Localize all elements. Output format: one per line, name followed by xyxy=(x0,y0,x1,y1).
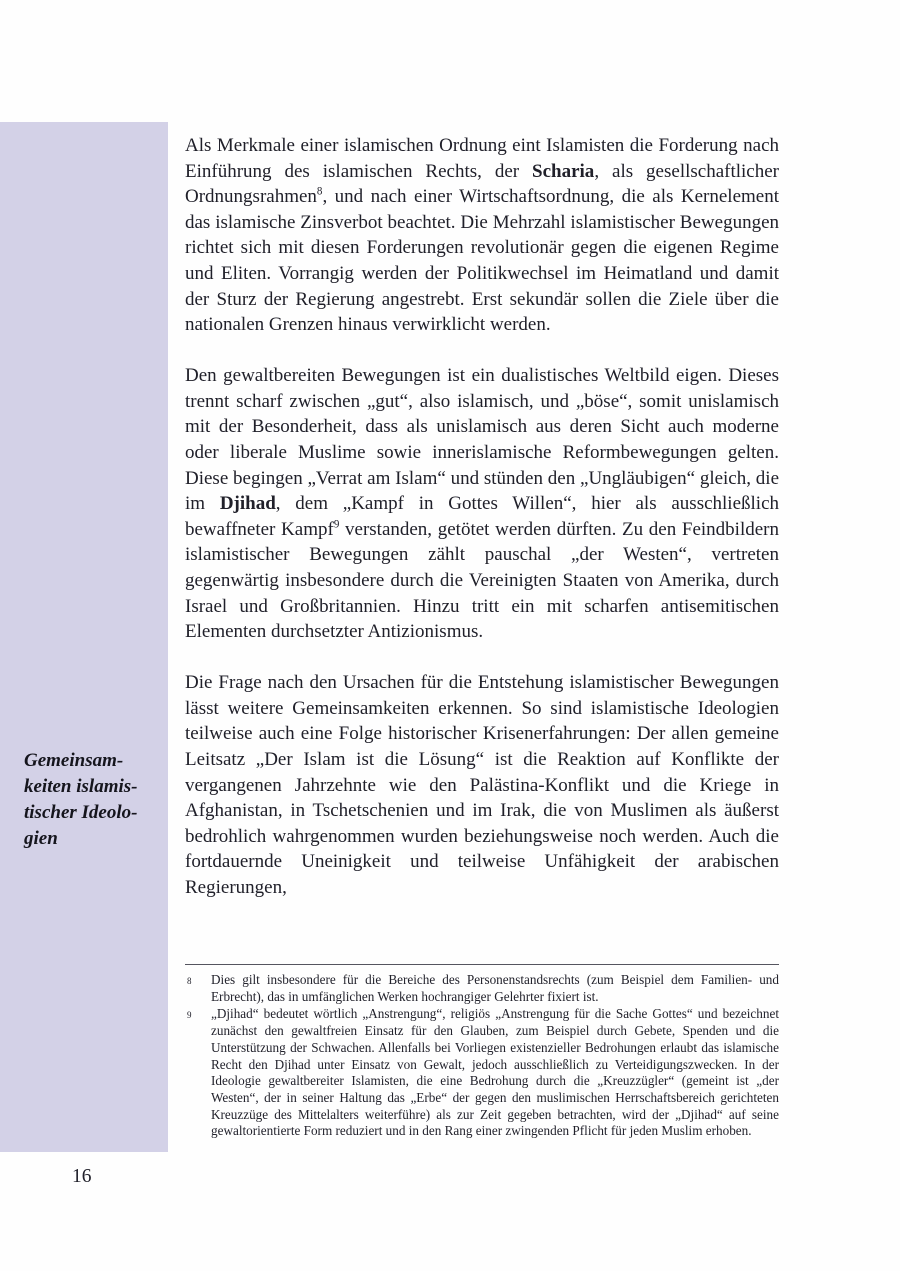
footnote-8 xyxy=(185,972,779,1005)
margin-column-band xyxy=(0,122,168,1152)
body-text-column xyxy=(185,133,779,926)
paragraph-2: Den gewaltbereiten Bewegungen ist ein dualistisches Weltbild eigen. Dieses trennt scharf zwischen „gut“, also islamisch, und „böse“, somit unislamisch mit der Besonderheit, dass als unislamisch aus deren Sicht auch moderne oder liberale Muslime sowie innerislamische Reformbewegungen gelten. Diese begingen „Verrat am Islam“ und stünden den „Ungläubigen“ gleich, die im Djihad, dem „Kampf in Gottes Willen“, hier als ausschließlich bewaffneter Kampf$^9$ verstanden, getötet werden dürften. Zu den Feindbildern islamistischer Bewegungen zählt pauschal „der Westen“, vertreten gegenwärtig insbesondere durch die Vereinigten Staaten von Amerika, durch Israel und Großbritannien. Hinzu tritt ein mit scharfen antisemitischen Elementen durchsetzter Antizionismus. xyxy=(185,365,779,643)
margin-note: Gemeinsam- keiten islamis- tischer Ideolo- gien xyxy=(24,750,138,849)
page-number: 16 xyxy=(72,1166,92,1187)
footnote-section xyxy=(185,964,779,1141)
footnote-text: „Djihad“ bedeutet wörtlich „Anstrengung“, religiös „Anstrengung für die Sache Gottes“ und bezeichnet zunächst den gewaltfreien Einsatz für den Glauben, zum Beispiel durch Gebete, Spenden und die Unterstützung der Schwachen. Allenfalls bei Vorliegen existenzieller Bedrohungen erlaubt das islamische Recht den Djihad unter Einsatz von Gewalt, jedoch ausschließlich zu Verteidigungszwecken. In der Ideologie gewaltbereiter Islamisten, die eine Bedrohung durch die „Kreuzzügler“ (gemeint ist „der Westen“, der in seiner Haltung das „Erbe“ der gegen den muslimischen Herrschaftsbereich gerichteten Kreuzzüge des Mittelalters weiterführe) als zur Zeit gegeben betrachten, wird der „Djihad“ auf seine gewaltorientierte Form reduziert und in den Rang einer zwingenden Pflicht für jeden Muslim erhoben. xyxy=(211,1006,779,1139)
paragraph-1: Als Merkmale einer islamischen Ordnung eint Islamisten die Forderung nach Einführung des islamischen Rechts, der Scharia, als gesellschaftlicher Ordnungsrahmen$^8$, und nach einer Wirtschaftsordnung, die als Kernelement das islamische Zinsverbot beachtet. Die Mehrzahl islamistischer Bewegungen richtet sich mit diesen Forderungen revolutionär gegen die eigenen Regime und Eliten. Vorrangig werden der Politikwechsel im Heimatland und damit der Sturz der Regierung angestrebt. Erst sekundär sollen die Ziele über die nationalen Grenzen hinaus verwirklicht werden. xyxy=(185,135,779,336)
footnote-divider xyxy=(185,964,779,965)
paragraph-3: Die Frage nach den Ursachen für die Entstehung islamistischer Bewegungen lässt weitere Gemeinsamkeiten erkennen. So sind islamistische Ideologien teilweise auch eine Folge historischer Krisenerfahrungen: Der allen gemeine Leitsatz „Der Islam ist die Lösung“ ist die Reaktion auf Konflikte der vergangenen Jahrzehnte wie den Palästina-Konflikt und die Kriege in Afghanistan, in Tschetschenien und im Irak, die von Muslimen als äußerst bedrohlich wahrgenommen wurden beziehungsweise noch werden. Auch die fortdauernde Uneinigkeit und teilweise Unfähigkeit der arabischen Regierungen, xyxy=(185,672,779,899)
footnote-9 xyxy=(185,1006,779,1140)
footnote-text: Dies gilt insbesondere für die Bereiche des Personenstandsrechts (zum Beispiel dem Familien- und Erbrecht), das in umfänglichen Werken hochrangiger Gelehrter fixiert ist. xyxy=(211,972,779,1004)
footnote-marker: 8 xyxy=(187,976,192,986)
footnote-marker: 9 xyxy=(187,1010,192,1021)
